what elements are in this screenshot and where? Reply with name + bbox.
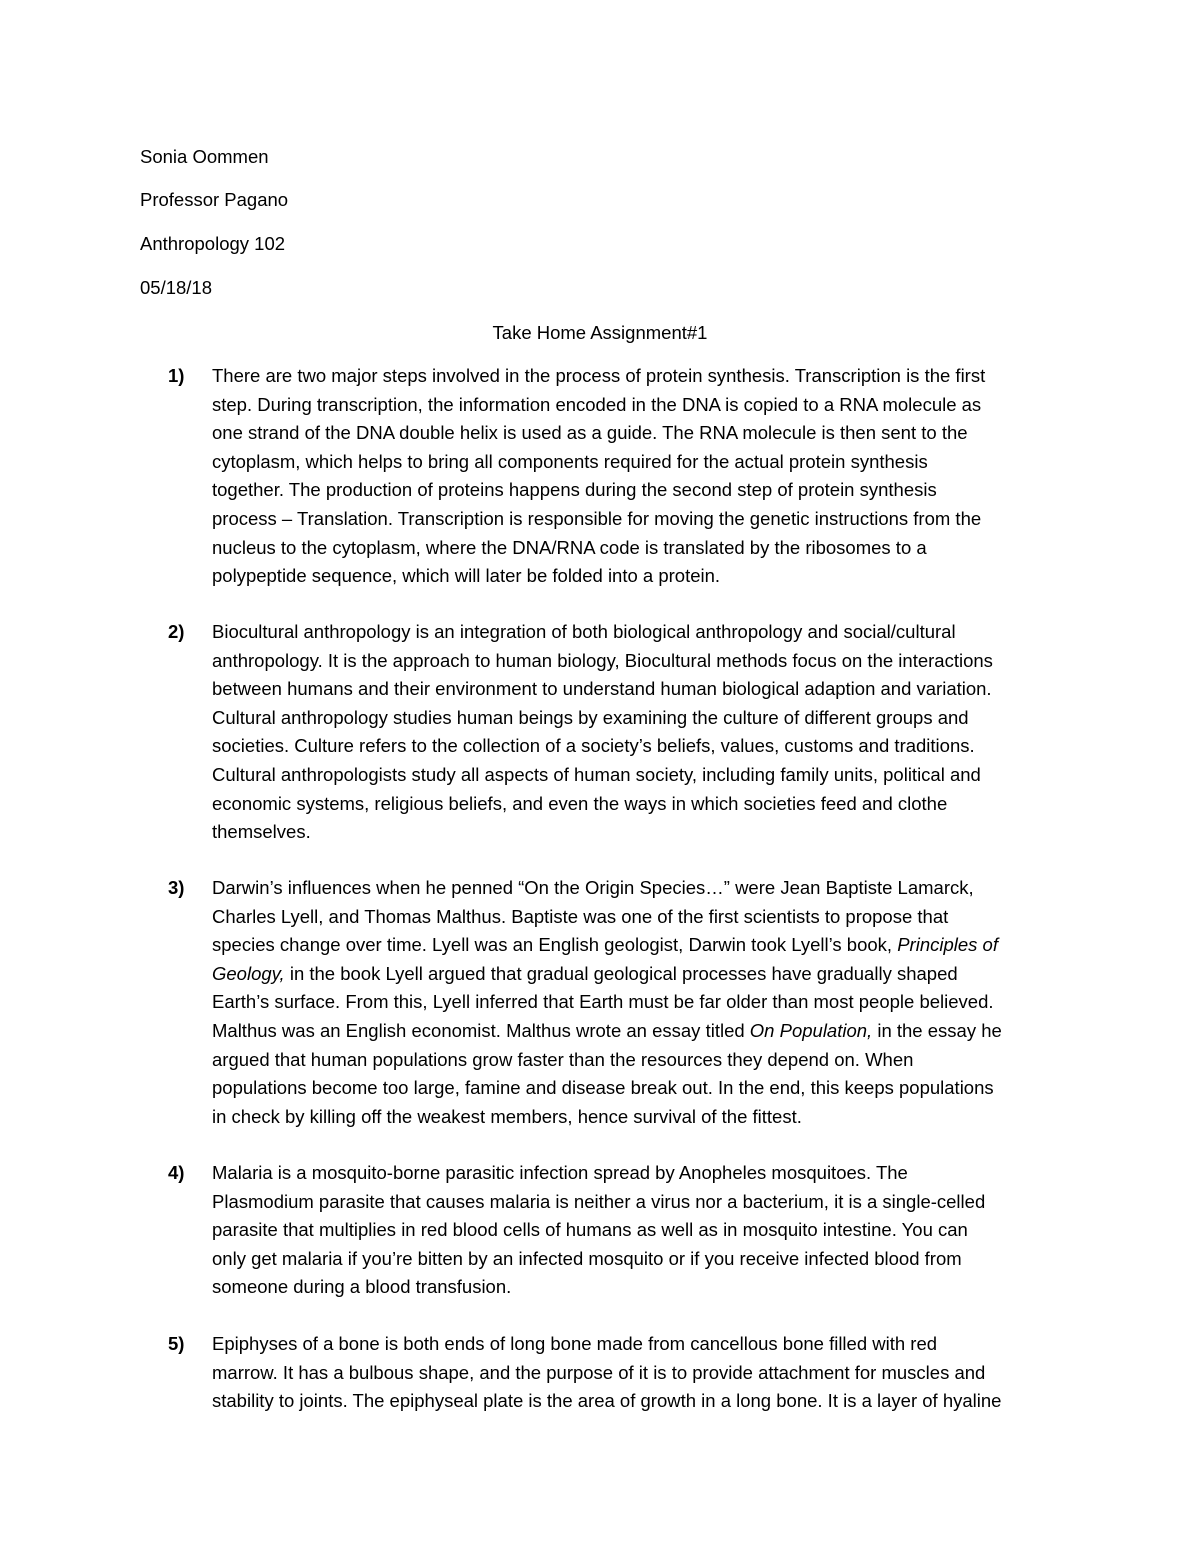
answer-line: between humans and their environment to understand human biological adaption and variation. bbox=[212, 678, 992, 700]
answer-line: Cultural anthropology studies human beings by examining the culture of different groups and bbox=[212, 706, 969, 728]
answer-line: only get malaria if you’re bitten by an infected mosquito or if you receive infected blood from bbox=[212, 1247, 962, 1269]
answer-line: cytoplasm, which helps to bring all components required for the actual protein synthesis bbox=[212, 450, 928, 472]
answer-line: Cultural anthropologists study all aspects of human society, including family units, political and bbox=[212, 763, 981, 785]
assignment-date: 05/18/18 bbox=[140, 277, 213, 298]
answer-segment: species change over time. Lyell was an English geologist, Darwin took Lyell’s book, bbox=[212, 934, 893, 956]
answer-line: stability to joints. The epiphyseal plate is the area of growth in a long bone. It is a layer of hyaline bbox=[212, 1390, 1002, 1412]
answer-segment: Malthus was an English economist. Malthus wrote an essay titled bbox=[212, 1019, 745, 1041]
answer-line: in check by killing off the weakest members, hence survival of the fittest. bbox=[212, 1105, 802, 1127]
answer-line: argued that human populations grow faster than the resources they depend on. When bbox=[212, 1048, 914, 1070]
answer-line: Plasmodium parasite that causes malaria is neither a virus nor a bacterium, it is a single-celled bbox=[212, 1190, 986, 1212]
answer-line: populations become too large, famine and disease break out. In the end, this keeps populations bbox=[212, 1077, 994, 1099]
student-name: Sonia Oommen bbox=[140, 146, 269, 167]
answer-text bbox=[212, 874, 1092, 1131]
answer-line: Biocultural anthropology is an integration of both biological anthropology and social/cultural bbox=[212, 621, 956, 642]
answer-line: marrow. It has a bulbous shape, and the purpose of it is to provide attachment for muscles and bbox=[212, 1361, 986, 1383]
question-number: 5) bbox=[168, 1333, 185, 1354]
answer-line: anthropology. It is the approach to human biology, Biocultural methods focus on the interactions bbox=[212, 649, 993, 671]
question-number: 3) bbox=[168, 877, 185, 898]
answer-line: societies. Culture refers to the collection of a society’s beliefs, values, customs and traditions. bbox=[212, 735, 975, 757]
book-title: Principles of bbox=[897, 934, 998, 956]
answer-line bbox=[212, 1017, 1092, 1046]
answer-line: Malaria is a mosquito-borne parasitic infection spread by Anopheles mosquitoes. The bbox=[212, 1162, 908, 1183]
answer-text bbox=[212, 618, 1092, 847]
question-number: 1) bbox=[168, 365, 185, 386]
answer-line: parasite that multiplies in red blood cells of humans as well as in mosquito intestine. You can bbox=[212, 1219, 968, 1241]
answer-line: someone during a blood transfusion. bbox=[212, 1276, 512, 1298]
answer-text bbox=[212, 362, 1092, 591]
question-number: 4) bbox=[168, 1162, 185, 1183]
answer-text bbox=[212, 1159, 1092, 1302]
answer-line: Epiphyses of a bone is both ends of long bone made from cancellous bone filled with red bbox=[212, 1333, 938, 1354]
answer-line: one strand of the DNA double helix is used as a guide. The RNA molecule is then sent to the bbox=[212, 422, 968, 444]
answer-text bbox=[212, 1330, 1092, 1416]
assignment-title: Take Home Assignment#1 bbox=[492, 322, 708, 343]
answer-segment: in the essay he bbox=[877, 1019, 1002, 1041]
professor-name: Professor Pagano bbox=[140, 189, 289, 210]
answer-line: step. During transcription, the information encoded in the DNA is copied to a RNA molecule as bbox=[212, 393, 982, 415]
book-title: Geology, bbox=[212, 962, 285, 984]
answer-line: Charles Lyell, and Thomas Malthus. Baptiste was one of the first scientists to propose that bbox=[212, 905, 949, 927]
answer-line: economic systems, religious beliefs, and even the ways in which societies feed and clothe bbox=[212, 792, 948, 814]
answer-line bbox=[212, 931, 1092, 960]
answer-line: process – Translation. Transcription is responsible for moving the genetic instructions from the bbox=[212, 507, 982, 529]
answer-line: There are two major steps involved in the process of protein synthesis. Transcription is the first bbox=[212, 365, 986, 386]
answer-line bbox=[212, 960, 1092, 989]
answer-line: Earth’s surface. From this, Lyell inferred that Earth must be far older than most people believed. bbox=[212, 991, 994, 1013]
answer-line: themselves. bbox=[212, 821, 311, 843]
answer-line: together. The production of proteins happens during the second step of protein synthesis bbox=[212, 479, 937, 501]
question-number: 2) bbox=[168, 621, 185, 642]
course-name: Anthropology 102 bbox=[140, 233, 286, 254]
answer-segment: in the book Lyell argued that gradual geological processes have gradually shaped bbox=[289, 962, 958, 984]
answer-line: Darwin’s influences when he penned “On the Origin Species…” were Jean Baptiste Lamarck, bbox=[212, 877, 974, 898]
answer-line: nucleus to the cytoplasm, where the DNA/RNA code is translated by the ribosomes to a bbox=[212, 536, 927, 558]
answer-line: polypeptide sequence, which will later be folded into a protein. bbox=[212, 565, 721, 587]
essay-title: On Population, bbox=[749, 1019, 873, 1041]
